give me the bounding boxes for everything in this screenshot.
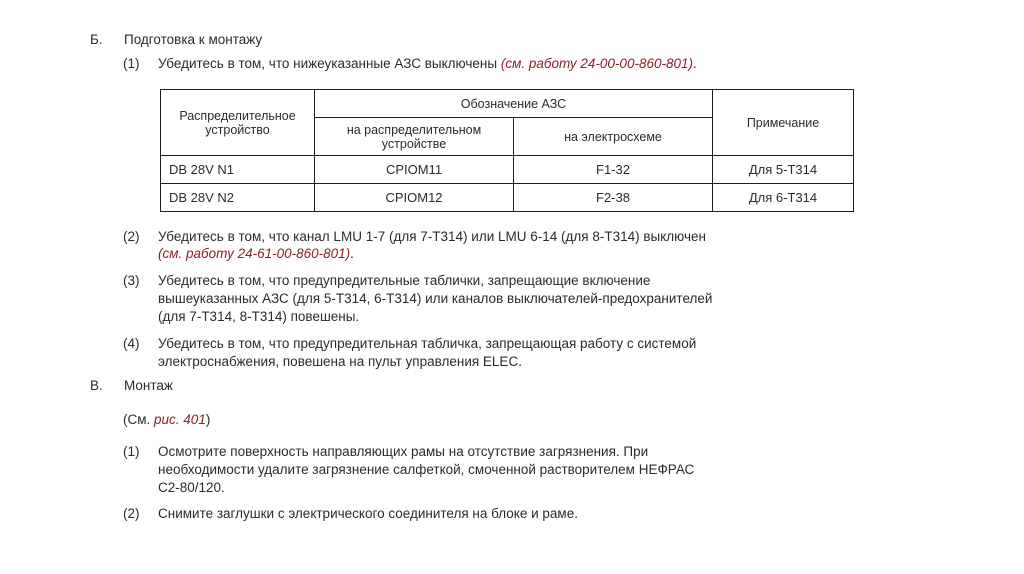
item-b4-number: (4) — [123, 336, 140, 351]
see-suffix: ) — [205, 412, 211, 427]
cell-device: DB 28V N2 — [161, 184, 315, 212]
item-b3-line1: Убедитесь в том, что предупредительные таблички, запрещающие включение — [158, 273, 651, 288]
item-b2-tail: . — [350, 246, 354, 261]
cell-note: Для 6-Т314 — [713, 184, 854, 212]
item-b3-line2: вышеуказанных АЗС (для 5-Т314, 6-Т314) или каналов выключателей-предохранителей — [158, 291, 713, 306]
header-on-scheme: на электросхеме — [514, 118, 713, 156]
item-b2-line2 — [158, 245, 354, 262]
header-on-device — [315, 118, 514, 156]
item-v1-number: (1) — [123, 444, 140, 459]
see-prefix: (См. — [123, 412, 155, 427]
header-on-device-line2: устройстве — [381, 136, 447, 151]
section-v-letter: В. — [90, 378, 103, 393]
item-b3-number: (3) — [123, 273, 140, 288]
section-b-title: Подготовка к монтажу — [124, 32, 263, 47]
item-b4-line2: электроснабжения, повешена на пульт управления ELEC. — [158, 354, 522, 369]
item-v1-line1: Осмотрите поверхность направляющих рамы на отсутствие загрязнения. При — [158, 444, 649, 459]
item-v2-number: (2) — [123, 506, 140, 521]
item-v1-line2: необходимости удалите загрязнение салфеткой, смоченной растворителем НЕФРАС — [158, 462, 695, 477]
figure-reference-link[interactable]: рис. 401 — [154, 412, 206, 427]
header-on-device-line1: на распределительном — [346, 122, 482, 137]
item-b1-tail: . — [693, 56, 697, 71]
see-figure-line — [123, 411, 210, 428]
item-v1-line3: С2-80/120. — [158, 480, 225, 495]
cell-on-device: CPIOM12 — [315, 184, 514, 212]
item-b1-number: (1) — [123, 56, 140, 71]
item-b3-line3: (для 7-Т314, 8-Т314) повешены. — [158, 309, 360, 324]
item-b4-line1: Убедитесь в том, что предупредительная табличка, запрещающая работу с системой — [158, 336, 697, 351]
header-device — [161, 90, 315, 156]
item-v2-text: Снимите заглушки с электрического соединителя на блоке и раме. — [158, 506, 578, 521]
item-b1-body: Убедитесь в том, что нижеуказанные АЗС выключены — [158, 56, 501, 71]
header-note: Примечание — [713, 90, 854, 156]
cell-on-scheme: F2-38 — [514, 184, 713, 212]
header-device-line2: устройство — [205, 122, 270, 137]
item-b1-text — [158, 55, 697, 72]
header-device-line1: Распределительное — [179, 108, 296, 123]
section-b-letter: Б. — [90, 32, 103, 47]
section-v-title: Монтаж — [124, 378, 173, 393]
header-azs: Обозначение АЗС — [315, 90, 713, 118]
cell-on-scheme: F1-32 — [514, 156, 713, 184]
table-row — [161, 184, 854, 212]
cell-on-device: CPIOM11 — [315, 156, 514, 184]
item-b2-line1: Убедитесь в том, что канал LMU 1-7 (для 7-T314) или LMU 6-14 (для 8-T314) выключен — [158, 229, 706, 244]
cell-note: Для 5-Т314 — [713, 156, 854, 184]
table-row — [161, 156, 854, 184]
cell-device: DB 28V N1 — [161, 156, 315, 184]
azs-table — [160, 89, 854, 212]
item-b2-reference-link[interactable]: (см. работу 24-61-00-860-801) — [158, 246, 351, 261]
item-b1-reference-link[interactable]: (см. работу 24-00-00-860-801) — [500, 56, 693, 71]
item-b2-number: (2) — [123, 229, 140, 244]
